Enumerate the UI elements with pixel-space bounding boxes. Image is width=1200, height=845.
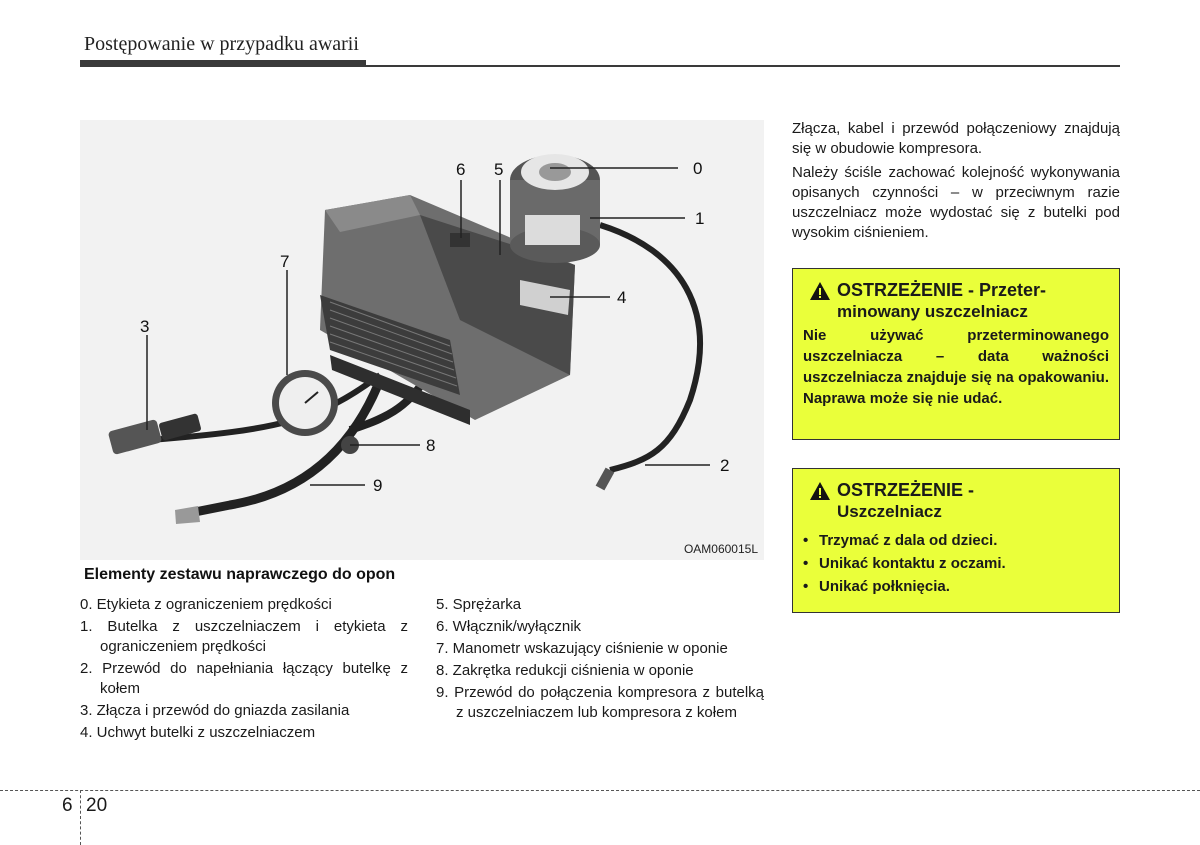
legend-item-6: 6. Włącznik/wyłącznik (436, 618, 582, 635)
legend-item-2: 2. Przewód do napełniania łączący butelkę z kołem (80, 660, 408, 697)
legend-item-1: 1. Butelka z uszczelniaczem i etykieta z ograniczeniem prędkości (80, 618, 408, 655)
warning-title: OSTRZEŻENIE - Przeter- (837, 280, 1047, 300)
chapter-number: 6 (62, 795, 73, 816)
page-number: 20 (86, 795, 108, 816)
legend-item-8: 8. Zakrętka redukcji ciśnienia w oponie (436, 662, 694, 679)
callout-3: 3 (140, 317, 150, 336)
callout-8: 8 (426, 436, 436, 455)
warning-triangle-icon (809, 281, 831, 301)
callout-5: 5 (494, 160, 504, 179)
callout-0: 0 (693, 159, 703, 178)
tire-repair-kit-illustration (80, 120, 764, 560)
legend-item-3: 3. Złącza i przewód do gniazda zasilania (80, 702, 350, 719)
legend-item-7: 7. Manometr wskazujący ciśnienie w oponie (436, 640, 728, 657)
legend-left (80, 595, 408, 745)
footer-divider (0, 790, 1200, 791)
warning-title: OSTRZEŻENIE - (837, 480, 975, 500)
warning-bullet-list (803, 529, 1109, 598)
warning-expired-sealant (792, 268, 1120, 440)
warning-bullet: • Unikać kontaktu z oczami. (803, 552, 1109, 575)
footer-vertical-divider (80, 790, 81, 845)
callout-4: 4 (617, 288, 627, 307)
warning-triangle-icon (809, 481, 831, 501)
warning-body: Nie używać przeterminowanego uszczelniacza – data ważności uszczelniacza znajduje się na opakowaniu. Naprawa może się nie udać. (803, 327, 1109, 407)
figure-caption: Elementy zestawu naprawczego do opon (84, 566, 396, 583)
warning-sealant (792, 468, 1120, 613)
legend-item-9: 9. Przewód do połączenia kompresora z butelką z uszczelniaczem lub kompresora z kołem (436, 684, 764, 721)
warning-subtitle: Uszczelniacz (837, 502, 942, 521)
warning-bullet: • Unikać połknięcia. (803, 575, 1109, 598)
callout-9: 9 (373, 476, 383, 495)
warning-subtitle: minowany uszczelniacz (837, 302, 1028, 321)
callout-6: 6 (456, 160, 466, 179)
header-rule (366, 65, 1120, 67)
legend-item-4: 4. Uchwyt butelki z uszczelniaczem (80, 724, 316, 741)
legend-item-5: 5. Sprężarka (436, 596, 522, 613)
warning-bullet: • Trzymać z dala od dzieci. (803, 529, 1109, 552)
header-bar (80, 60, 366, 67)
intro-paragraph-1: Złącza, kabel i przewód połączeniowy znajdują się w obudowie kompresora. (792, 120, 1120, 157)
callout-1: 1 (695, 209, 705, 228)
legend-item-0: 0. Etykieta z ograniczeniem prędkości (80, 596, 332, 613)
intro-paragraph-2: Należy ściśle zachować kolejność wykonywania opisanych czynności – w przeciwnym razie uszczelniacz może wydostać się z butelki pod wysokim ciśnieniem. (792, 164, 1120, 241)
page-header-title: Postępowanie w przypadku awarii (84, 33, 359, 55)
kit-drawing (80, 120, 764, 560)
callout-7: 7 (280, 252, 290, 271)
legend-right (436, 595, 764, 725)
figure-code: OAM060015L (683, 542, 758, 556)
callout-2: 2 (720, 456, 730, 475)
